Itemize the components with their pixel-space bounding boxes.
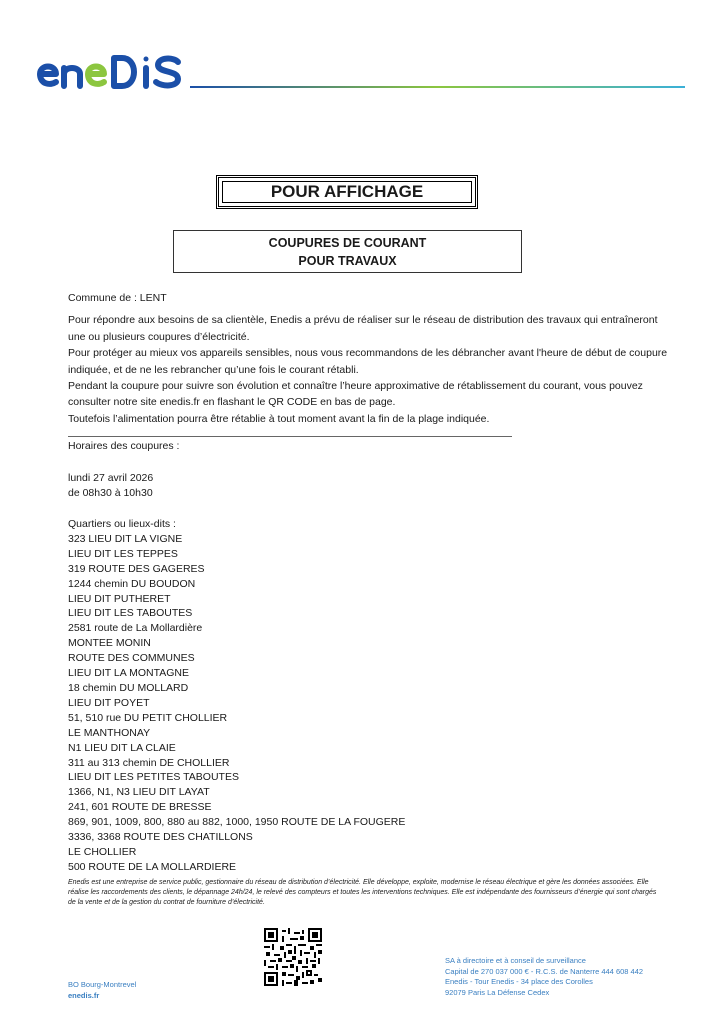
list-item: N1 LIEU DIT LA CLAIE (68, 741, 176, 754)
qr-code-icon[interactable] (264, 928, 322, 986)
list-item: 319 ROUTE DES GAGERES (68, 562, 205, 575)
footer-legal-line: Capital de 270 037 000 € - R.C.S. de Nanterre 444 608 442 (445, 966, 644, 976)
list-item: LE MANTHONAY (68, 726, 151, 739)
list-item: 1244 chemin DU BOUDON (68, 577, 196, 590)
list-item: 51, 510 rue DU PETIT CHOLLIER (68, 711, 228, 724)
footer-right (445, 956, 643, 998)
footer-left (68, 979, 136, 1001)
list-item: 311 au 313 chemin DE CHOLLIER (68, 756, 230, 769)
list-item: 1366, N1, N3 LIEU DIT LAYAT (68, 786, 210, 799)
footer-legal-line: 92079 Paris La Défense Cedex (445, 987, 550, 997)
enedis-logo (34, 52, 186, 94)
list-item: 2581 route de La Mollardière (68, 622, 203, 635)
outage-date: lundi 27 avril 2026 (68, 472, 154, 484)
footer-site-link[interactable]: enedis.fr (68, 991, 100, 1000)
notice-body (68, 290, 668, 427)
hours-label: Horaires des coupures : (68, 440, 180, 452)
subtitle-line-1: COUPURES DE COURANT (268, 236, 427, 250)
paragraph: Pour protéger au mieux vos appareils sensibles, nous vous recommandons de les débrancher avant l'heure de début de coupure indiquée, et de ne les rebrancher qu’une fois le courant rétabli. (68, 347, 668, 376)
list-item: LIEU DIT LES PETITES TABOUTES (68, 771, 239, 784)
list-item: LE CHOLLIER (68, 845, 137, 858)
subtitle-box (173, 230, 522, 273)
list-item: 500 ROUTE DE LA MOLLARDIERE (68, 860, 237, 873)
footer-legal-line: SA à directoire et à conseil de surveillance (445, 956, 586, 965)
list-item: LIEU DIT LES TEPPES (68, 547, 178, 560)
paragraph: Pendant la coupure pour suivre son évolution et connaître l’heure approximative de rétablissement du courant, vous pouvez consulter notre site enedis.fr en flashant le QR CODE en bas de page. (68, 380, 643, 409)
page-title-text: POUR AFFICHAGE (270, 182, 424, 201)
commune: Commune de : LENT (68, 292, 167, 304)
divider (68, 436, 512, 437)
list-item: LIEU DIT PUTHERET (68, 592, 171, 605)
paragraph: Pour répondre aux besoins de sa clientèle, Enedis a prévu de réaliser sur le réseau de distribution des travaux qui entraîneront une ou plusieurs coupures d’électricité. (68, 314, 658, 343)
paragraph: Toutefois l’alimentation pourra être rétablie à tout moment avant la fin de la plage indiquée. (68, 412, 490, 425)
list-item: ROUTE DES COMMUNES (68, 652, 195, 665)
page-title (216, 175, 478, 209)
footer-office: BO Bourg-Montrevel (68, 980, 137, 989)
places-label: Quartiers ou lieux-dits : (68, 518, 176, 530)
outage-schedule (68, 471, 153, 501)
list-item: 18 chemin DU MOLLARD (68, 681, 189, 694)
disclaimer: Enedis est une entreprise de service public, gestionnaire du réseau de distribution d’électricité. Elle développe, exploite, modernise le réseau électrique et gère les données associées. Elle réalise les raccordements des clients, le dépannage 24h/24, le relevé des compteurs et toutes les interventions techniques. Elle est indépendante des fournisseurs d’énergie qui sont chargés de la vente et de la gestion du contrat de fourniture d’électricité. (68, 879, 657, 906)
places-list (68, 517, 405, 875)
logo-gradient-line (190, 86, 685, 88)
list-item: LIEU DIT LA MONTAGNE (68, 667, 189, 680)
outage-time-range: de 08h30 à 10h30 (68, 487, 153, 499)
list-item: 323 LIEU DIT LA VIGNE (68, 532, 183, 545)
footer-legal-line: Enedis - Tour Enedis - 34 place des Corolles (445, 977, 593, 986)
list-item: 869, 901, 1009, 800, 880 au 882, 1000, 1950 ROUTE DE LA FOUGERE (68, 816, 406, 829)
list-item: 3336, 3368 ROUTE DES CHATILLONS (68, 831, 253, 844)
list-item: LIEU DIT LES TABOUTES (68, 607, 193, 620)
subtitle-line-2: POUR TRAVAUX (298, 254, 397, 268)
list-item: LIEU DIT POYET (68, 696, 150, 709)
list-item: MONTEE MONIN (68, 637, 151, 650)
list-item: 241, 601 ROUTE DE BRESSE (68, 801, 212, 814)
